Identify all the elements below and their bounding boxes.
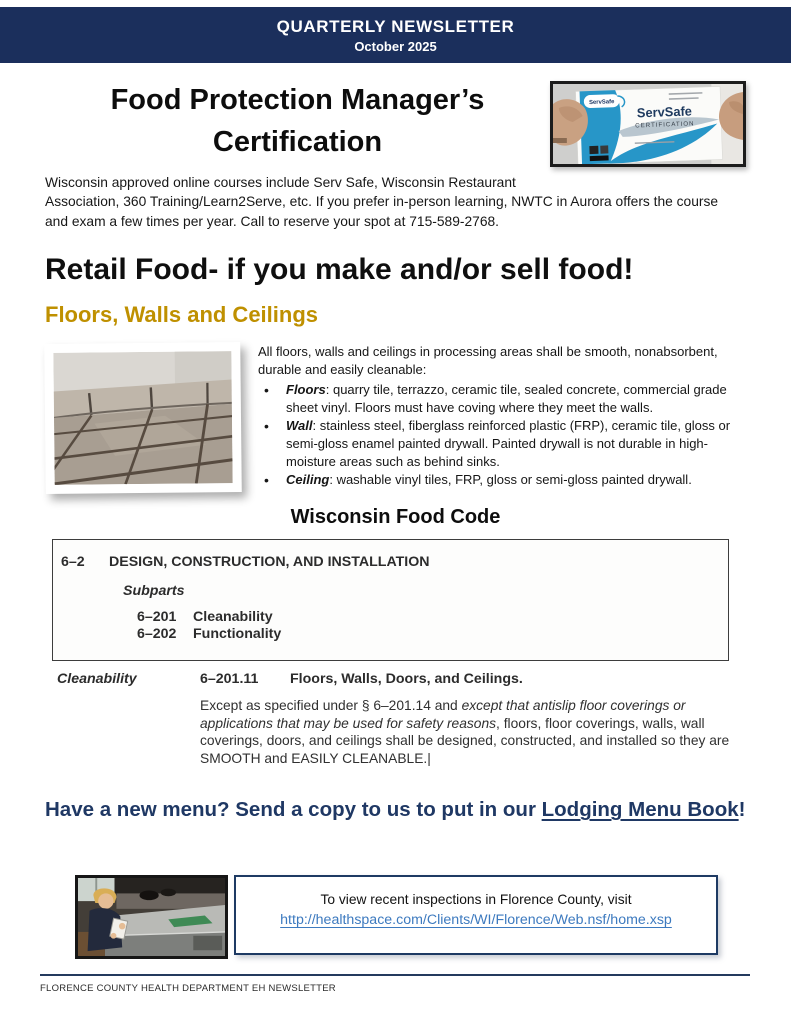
bullet-term-floors: Floors — [286, 382, 326, 398]
code-subpart-name: Functionality — [193, 625, 282, 642]
code-section-title: DESIGN, CONSTRUCTION, AND INSTALLATION — [109, 554, 430, 571]
food-code-excerpt-box — [52, 539, 729, 661]
code-subpart-name: Cleanability — [193, 609, 273, 626]
newsletter-header-band — [0, 7, 791, 63]
footer — [40, 974, 750, 994]
floors-bullet-wall — [258, 417, 746, 471]
floors-bullet-floors — [258, 381, 746, 417]
code-subpart-cleanability — [137, 609, 718, 626]
page-content — [0, 79, 791, 959]
retail-food-heading — [45, 253, 746, 288]
rule-category: Cleanability — [57, 671, 137, 688]
article-title-line2: Certification — [212, 126, 383, 159]
rule-body-pre: Except as specified under § 6–201.14 and — [200, 698, 462, 714]
rule-body-italic: except that antislip floor coverings or applications that may be used for safety reasons — [200, 698, 686, 731]
intro-line-2: Association, 360 Training/Learn2Serve, etc. If you prefer in-person learning, NWTC in Aurora offers the course — [45, 194, 719, 210]
footer-text: FLORENCE COUNTY HEALTH DEPARTMENT EH NEWSLETTER — [40, 983, 336, 995]
retail-food-heading-bold: Retail Food- — [45, 252, 219, 286]
code-section-row — [61, 554, 718, 570]
rule-header — [45, 671, 746, 687]
servsafe-certificate-illustration — [553, 84, 743, 164]
rule-title: Floors, Walls, Doors, and Ceilings. — [290, 671, 523, 688]
food-code-rule — [45, 671, 746, 767]
tile-floor-illustration — [53, 352, 232, 486]
rule-body-post: , floors, floor coverings, walls, wall coverings, doors, and ceilings shall be designed, constructed, and installed so they are SMOOTH and EASILY CLEANABLE.| — [200, 715, 730, 766]
kitchen-inspection-image — [75, 875, 228, 959]
newsletter-title: QUARTERLY NEWSLETTER — [276, 16, 515, 36]
rule-body — [200, 697, 738, 767]
code-subpart-number: 6–201 — [137, 609, 177, 626]
menu-callout — [45, 798, 746, 822]
bullet-text-floors: : quarry tile, terrazzo, ceramic tile, sealed concrete, commercial grade sheet vinyl. Floors must have coving where they meet the walls. — [286, 382, 727, 416]
tile-floor-image — [44, 342, 242, 494]
code-section-number: 6–2 — [61, 554, 85, 571]
article-title-line1: Food Protection Manager’s — [110, 84, 485, 116]
title-row — [45, 79, 746, 167]
kitchen-inspection-illustration — [78, 878, 225, 956]
floors-bullet-list — [258, 381, 746, 489]
inspections-box — [234, 875, 718, 955]
lodging-menu-book-link[interactable]: Lodging Menu Book — [541, 798, 739, 822]
bullet-term-wall: Wall — [286, 418, 313, 434]
servsafe-certificate-image — [550, 81, 746, 167]
floors-intro: All floors, walls and ceilings in processing areas shall be smooth, nonabsorbent, durable and easily cleanable: — [258, 344, 718, 378]
retail-food-heading-rest: if you make and/or sell food! — [218, 252, 634, 286]
floors-walls-ceilings-heading: Floors, Walls and Ceilings — [45, 302, 319, 328]
intro-paragraph — [45, 173, 746, 231]
code-subpart-number: 6–202 — [137, 625, 177, 642]
floors-bullet-ceiling — [258, 471, 746, 489]
code-subparts-label: Subparts — [123, 583, 185, 600]
bottom-row — [45, 875, 746, 959]
article-title — [45, 79, 550, 163]
menu-callout-post: ! — [738, 798, 746, 822]
inspections-link[interactable]: http://healthspace.com/Clients/WI/Florence/Web.nsf/home.xsp — [280, 912, 672, 929]
newsletter-date: October 2025 — [354, 38, 437, 54]
intro-line-1: Wisconsin approved online courses include Serv Safe, Wisconsin Restaurant — [45, 175, 516, 190]
floors-text-column — [258, 343, 746, 493]
bullet-text-ceiling: : washable vinyl tiles, FRP, gloss or semi-gloss painted drywall. — [329, 472, 692, 487]
bullet-term-ceiling: Ceiling — [286, 472, 330, 487]
cert-subtitle-text: CERTIFICATION — [635, 120, 695, 130]
code-subpart-list — [137, 609, 718, 642]
cert-title-text: ServSafe — [636, 103, 693, 121]
bullet-text-wall: : stainless steel, fiberglass reinforced plastic (FRP), ceramic tile, gloss or semi-gloss enamel painted drywall. Painted drywall is not durable in high-moisture areas such as behind sinks. — [286, 418, 731, 470]
servsafe-logo-text: ServSafe — [588, 99, 615, 107]
inspections-text: To view recent inspections in Florence County, visit — [320, 892, 632, 908]
intro-line-3: and exam a few times per year. Call to reserve your spot at 715-589-2768. — [45, 213, 500, 229]
rule-number: 6–201.11 — [200, 671, 259, 688]
floors-section — [45, 343, 746, 493]
wisconsin-food-code-heading: Wisconsin Food Code — [290, 506, 501, 529]
menu-callout-pre: Have a new menu? Send a copy to us to put in our — [45, 798, 542, 822]
code-subpart-functionality — [137, 626, 718, 643]
